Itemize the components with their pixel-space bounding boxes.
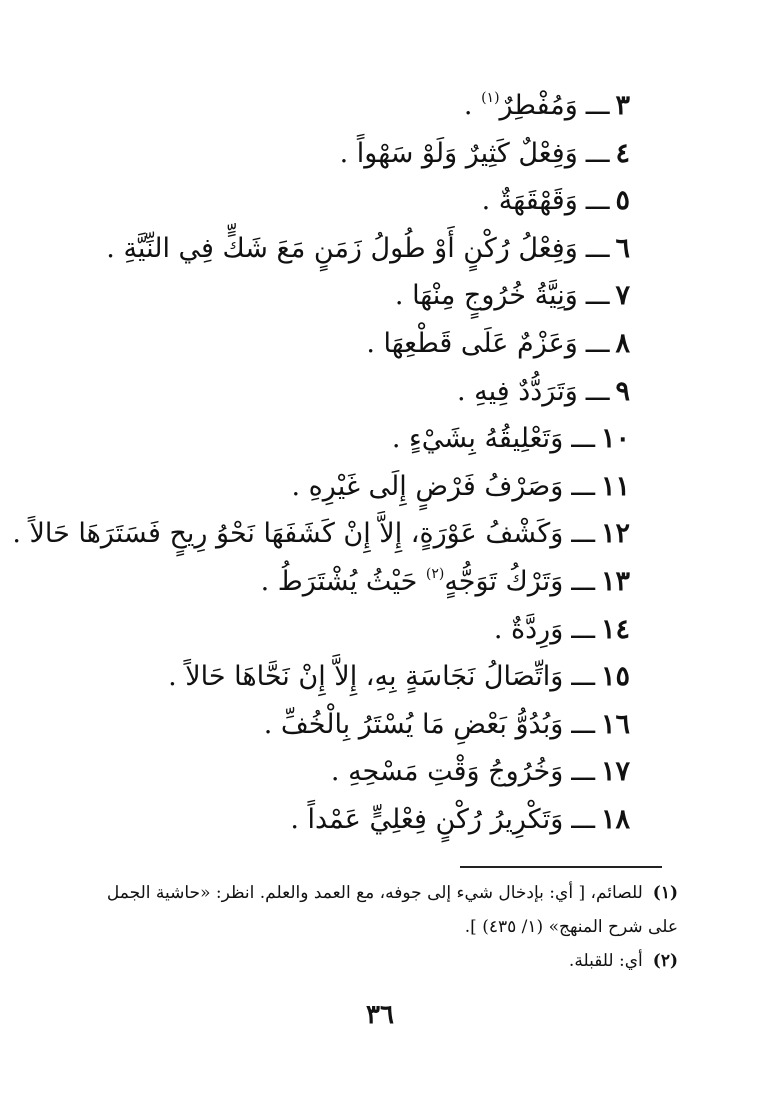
item-dash: ـــ [571,470,595,502]
item-dash: ـــ [585,280,610,312]
item-number: ١٨ [600,803,630,835]
list-item [110,320,630,368]
item-dash: ـــ [571,661,595,693]
list-item [110,606,630,654]
item-number: ٥ [615,185,630,217]
item-text: وَفِعْلٌ كَثِيرٌ وَلَوْ سَهْواً . [339,137,578,169]
list-item [110,701,630,749]
item-number: ٣ [615,90,630,121]
item-text: وَرِدَّةٌ . [493,613,564,645]
item-dash: ـــ [585,185,610,217]
item-number: ٦ [615,232,630,264]
item-number: ١٧ [600,756,630,788]
item-number: ٨ [615,327,630,359]
item-text: وَاتِّصَالُ نَجَاسَةٍ بِهِ، إِلاَّ إِنْ نَحَّاهَا حَالاً . [168,661,564,693]
item-dash: ـــ [585,90,610,121]
item-number: ١٠ [600,423,630,455]
item-text: وَكَشْفُ عَوْرَةٍ، إِلاَّ إِنْ كَشَفَهَا نَحْوُ رِيحٍ فَسَتَرَهَا حَالاً . [12,518,564,550]
item-text: وَتَعْلِيقُهُ بِشَيْءٍ . [391,423,564,455]
list-item [110,558,630,606]
footnote-1-text-cont: على شرح المنهج» (١/ ٤٣٥) ]. [464,917,678,937]
item-dash: ـــ [571,613,595,645]
page-number: ٣٦ [366,1000,394,1030]
item-dash: ـــ [585,232,610,264]
list-item [110,748,630,796]
item-text: وَنِيَّةُ خُرُوجٍ مِنْهَا . [394,280,578,312]
item-text: وَخُرُوجُ وَقْتِ مَسْحِهِ . [330,756,564,788]
item-text-after: حَيْثُ يُشْتَرَطُ . [260,565,426,597]
list-item [110,463,630,511]
item-number: ٩ [615,375,630,407]
footnote-2-ref: (٢) [652,951,678,971]
item-number: ١٣ [600,565,630,597]
footnote-separator [460,866,662,868]
item-dash: ـــ [571,565,595,597]
item-number: ١١ [600,470,630,502]
list-item [110,177,630,225]
item-dash: ـــ [585,137,610,169]
item-dash: ـــ [571,803,595,835]
item-number: ٤ [615,137,630,169]
item-dash: ـــ [571,518,595,550]
list-item [12,510,630,558]
footnote-1-text: للصائم، [ أي: بإدخال شيء إلى جوفه، مع العمد والعلم. انظر: «حاشية الجمل [106,883,643,903]
list-item [110,130,630,178]
footnotes [78,876,678,978]
item-dash: ـــ [585,327,610,359]
footnote-marker[interactable]: (١) [481,90,500,106]
footnote-marker[interactable]: (٢) [425,565,445,582]
item-text: وَتَرْكُ تَوَجُّهٍ [444,565,564,597]
list-item [110,796,630,844]
item-dash: ـــ [571,756,595,788]
list-item [110,272,630,320]
item-number: ١٦ [600,708,630,740]
item-text: وَعَزْمٌ عَلَى قَطْعِهَا . [366,327,578,359]
footnote-2 [78,944,678,978]
item-number: ١٥ [600,661,630,693]
item-text: وَفِعْلُ رُكْنٍ أَوْ طُولُ زَمَنٍ مَعَ شَكٍّ فِي النِّيَّةِ . [106,232,578,264]
list-item [110,415,630,463]
item-text: وَصَرْفُ فَرْضٍ إِلَى غَيْرِهِ . [291,470,564,502]
footnote-1-line-2 [78,910,678,944]
item-number: ٧ [615,280,630,312]
footnote-1-line-1 [78,876,678,910]
item-dash: ـــ [585,375,610,407]
item-text: وَتَكْرِيرُ رُكْنٍ فِعْلِيٍّ عَمْداً . [290,803,564,835]
item-number: ١٢ [600,518,630,550]
invalidators-list [12,82,630,844]
item-dash: ـــ [571,708,595,740]
list-item [110,82,630,130]
item-number: ١٤ [600,613,630,645]
list-item [110,368,630,416]
item-text: وَتَرَدُّدٌ فِيهِ . [456,375,578,407]
list-item [110,653,630,701]
footnote-1-ref: (١) [652,883,678,903]
item-text: وَقَهْقَهَةٌ . [481,185,578,217]
footnote-2-text: أي: للقبلة. [568,951,643,971]
item-dash: ـــ [571,423,595,455]
item-text: وَبُدُوُّ بَعْضِ مَا يُسْتَرُ بِالْخُفِّ . [263,708,564,740]
item-text-after: . [463,90,482,121]
list-item [106,225,630,273]
item-text: وَمُفْطِرٌ [499,90,578,121]
